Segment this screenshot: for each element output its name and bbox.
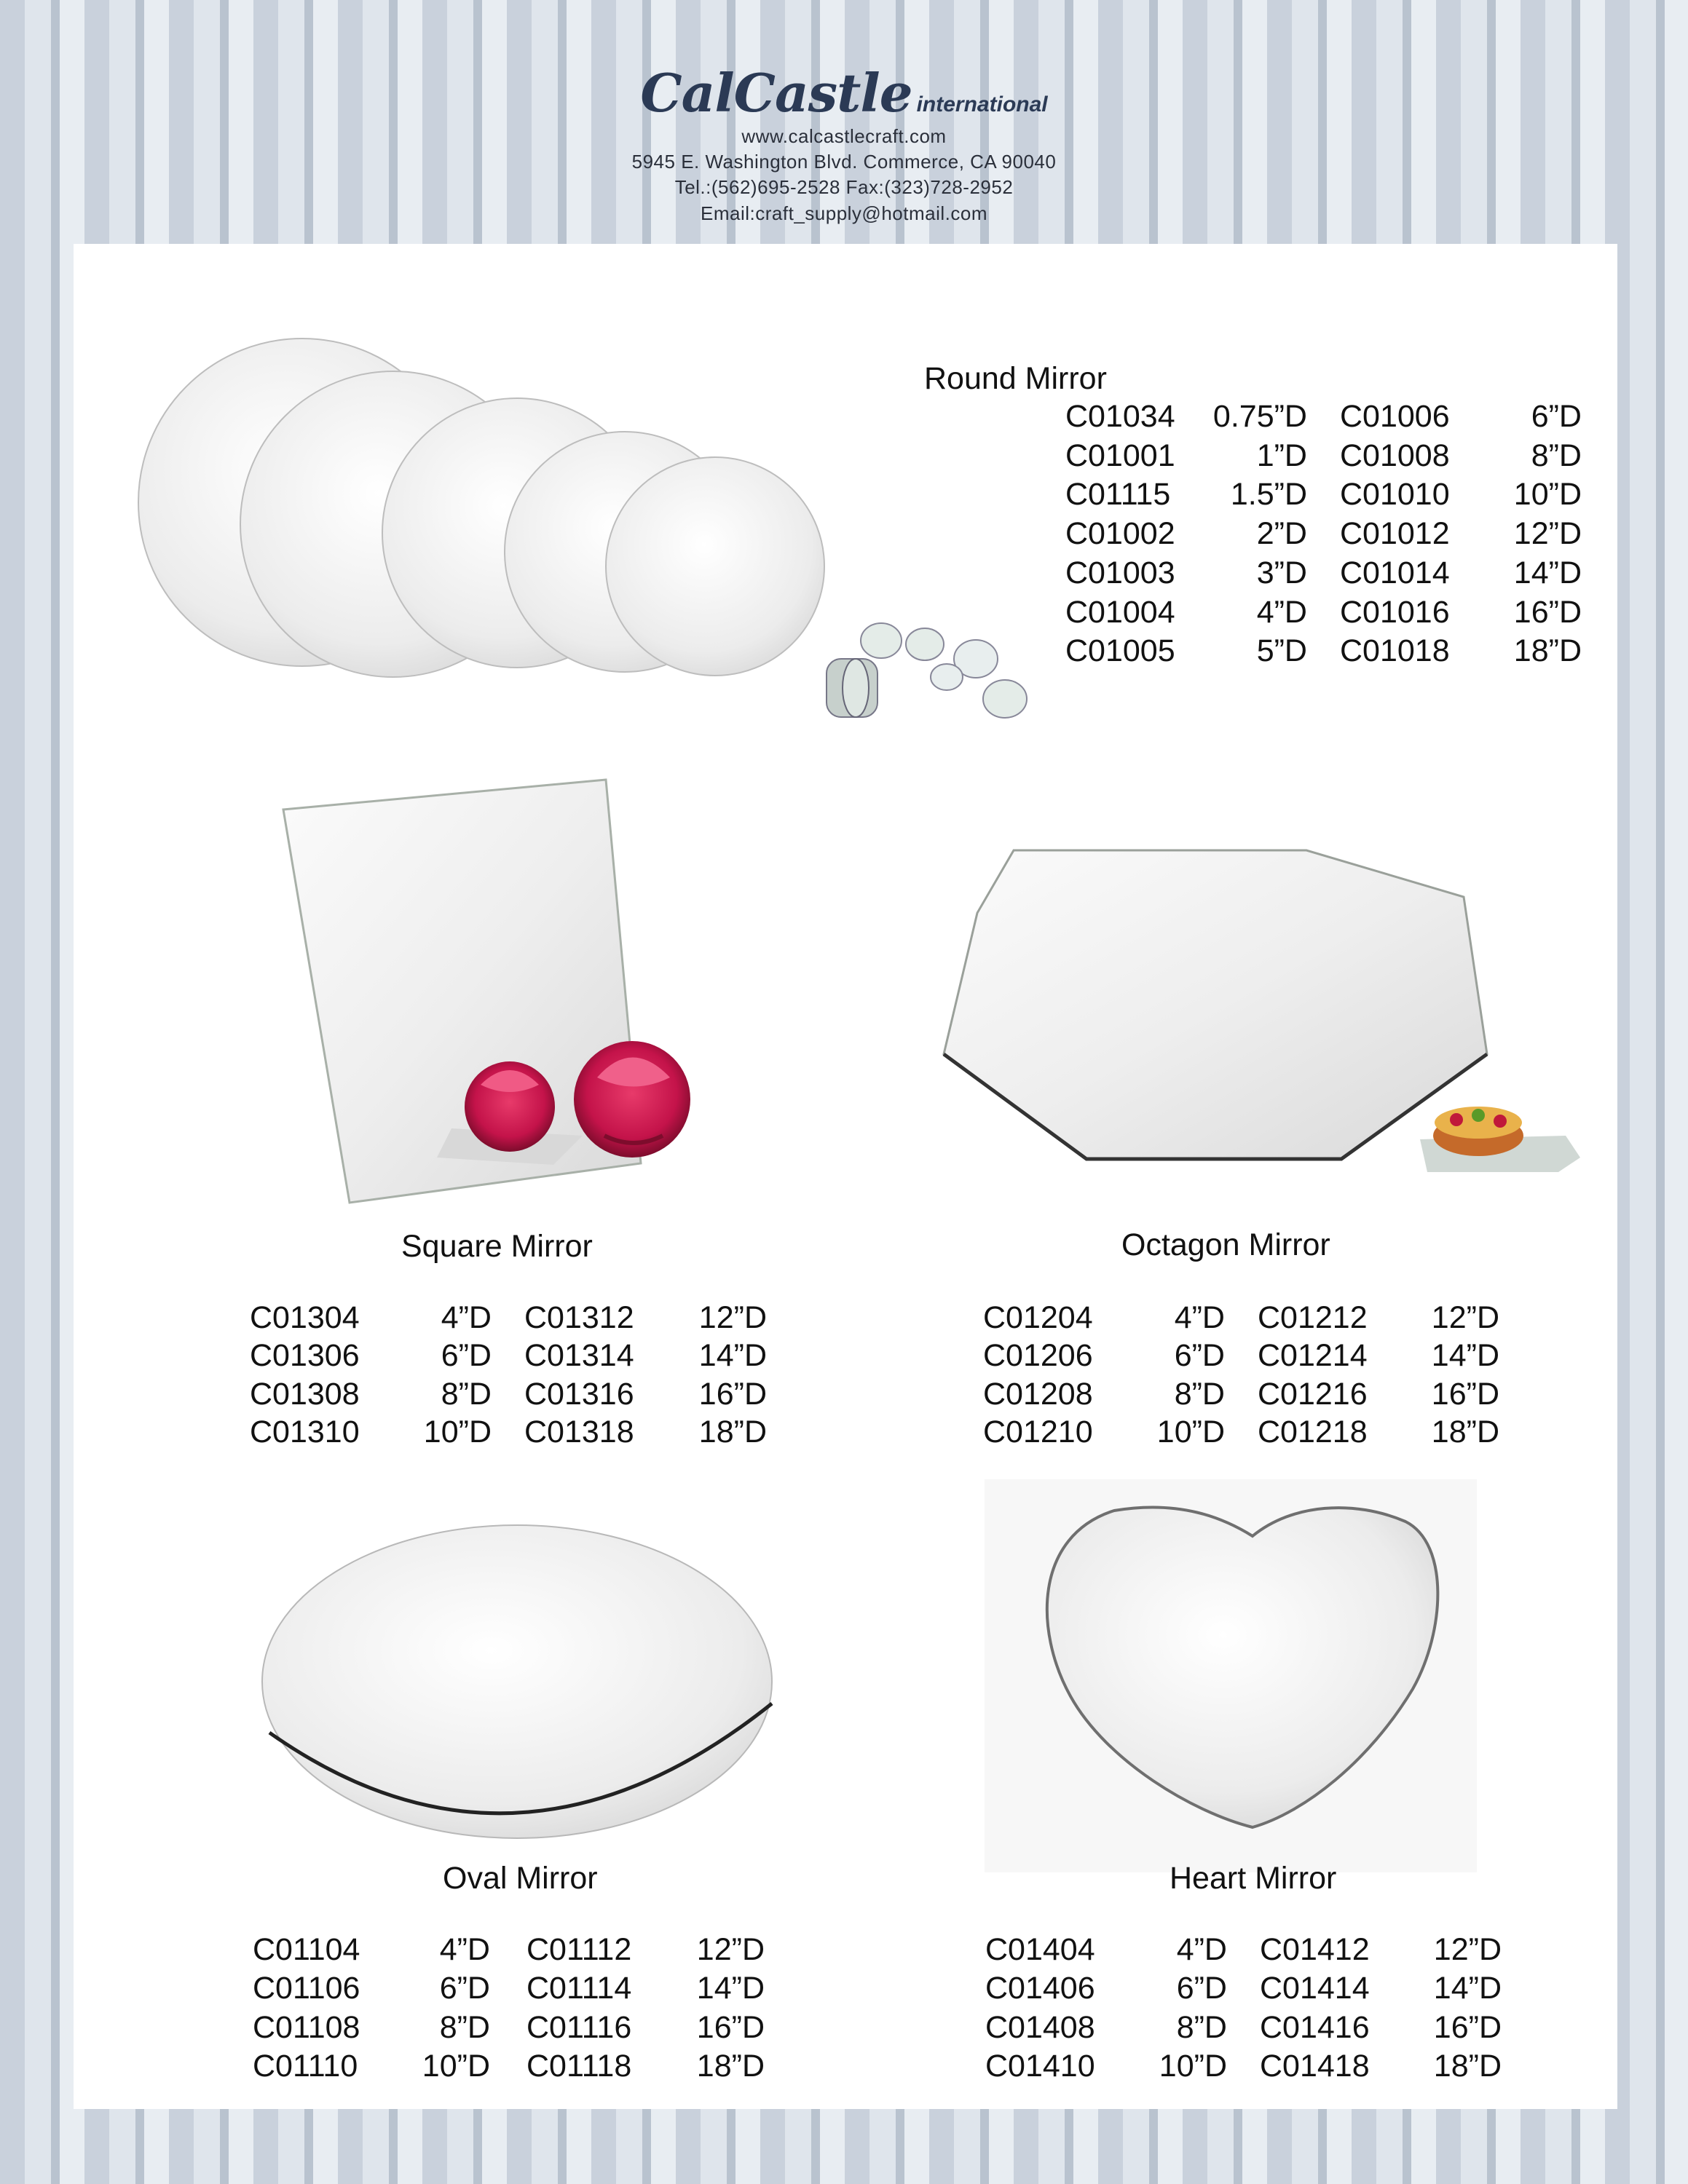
heart-code-a: C01410 xyxy=(985,2048,1095,2084)
octagon-size-b: 12”D xyxy=(1431,1300,1499,1335)
website: www.calcastlecraft.com xyxy=(741,125,947,147)
square-code-a: C01310 xyxy=(250,1414,360,1449)
round-size-a: 2”D xyxy=(1256,516,1307,552)
oval-size-b: 12”D xyxy=(696,1932,765,1967)
heart-code-a: C01404 xyxy=(985,1932,1095,1967)
round-code-a: C01002 xyxy=(1065,516,1175,552)
square-code-b: C01312 xyxy=(524,1300,634,1335)
heart-size-a: 4”D xyxy=(1176,1932,1227,1967)
octagon-size-a: 4”D xyxy=(1174,1300,1225,1335)
square-size-a: 10”D xyxy=(423,1414,492,1449)
round-size-a: 1”D xyxy=(1256,438,1307,473)
square-code-b: C01314 xyxy=(524,1338,634,1374)
round-size-b: 16”D xyxy=(1513,594,1582,630)
round-size-a: 0.75”D xyxy=(1212,399,1307,434)
octagon-size-a: 6”D xyxy=(1174,1338,1225,1374)
oval-code-b: C01118 xyxy=(526,2048,632,2084)
oval-code-a: C01108 xyxy=(253,2009,360,2045)
oval-size-b: 18”D xyxy=(696,2048,765,2084)
round-code-a: C01005 xyxy=(1065,633,1175,669)
round-code-a: C01004 xyxy=(1065,594,1175,630)
oval-size-a: 10”D xyxy=(422,2048,490,2084)
address: 5945 E. Washington Blvd. Commerce, CA 90040 xyxy=(631,151,1057,173)
heart-size-b: 16”D xyxy=(1433,2009,1502,2045)
square-code-a: C01308 xyxy=(250,1376,360,1412)
round-size-a: 3”D xyxy=(1256,555,1307,590)
square-size-a: 8”D xyxy=(441,1376,492,1412)
octagon-code-b: C01212 xyxy=(1258,1300,1368,1335)
heart-size-a: 6”D xyxy=(1176,1971,1227,2006)
square-size-b: 12”D xyxy=(698,1300,767,1335)
round-size-a: 4”D xyxy=(1256,594,1307,630)
brand-sub: international xyxy=(916,92,1048,116)
octagon-code-b: C01216 xyxy=(1258,1376,1368,1412)
octagon-size-b: 16”D xyxy=(1431,1376,1499,1412)
octagon-code-a: C01210 xyxy=(983,1414,1093,1449)
heart-code-b: C01418 xyxy=(1260,2048,1370,2084)
oval-mirror-image xyxy=(262,1525,772,1838)
oval-code-a: C01104 xyxy=(253,1932,360,1967)
round-code-a: C01034 xyxy=(1065,399,1175,434)
oval-size-b: 16”D xyxy=(696,2009,765,2045)
square-size-b: 18”D xyxy=(698,1414,767,1449)
octagon-mirror-title: Octagon Mirror xyxy=(1121,1227,1330,1262)
octagon-code-b: C01214 xyxy=(1258,1338,1368,1374)
round-size-a: 1.5”D xyxy=(1230,477,1307,513)
square-size-a: 6”D xyxy=(441,1338,492,1374)
octagon-size-a: 8”D xyxy=(1174,1376,1225,1412)
square-code-b: C01316 xyxy=(524,1376,634,1412)
square-mirror-image xyxy=(283,780,690,1203)
square-code-a: C01306 xyxy=(250,1338,360,1374)
round-code-b: C01016 xyxy=(1340,594,1450,630)
round-code-b: C01012 xyxy=(1340,516,1450,552)
oval-size-b: 14”D xyxy=(696,1971,765,2006)
octagon-code-a: C01208 xyxy=(983,1376,1093,1412)
round-code-a: C01001 xyxy=(1065,438,1175,473)
round-code-a: C01115 xyxy=(1065,477,1171,513)
square-code-a: C01304 xyxy=(250,1300,360,1335)
square-mirror-title: Square Mirror xyxy=(401,1229,593,1264)
heart-size-b: 14”D xyxy=(1433,1971,1502,2006)
round-code-b: C01008 xyxy=(1340,438,1450,473)
oval-size-a: 6”D xyxy=(439,1971,490,2006)
square-size-b: 14”D xyxy=(698,1338,767,1374)
round-size-b: 6”D xyxy=(1531,399,1582,434)
octagon-mirror-image xyxy=(944,850,1580,1172)
email: Email:craft_supply@hotmail.com xyxy=(701,202,987,224)
octagon-code-a: C01204 xyxy=(983,1300,1093,1335)
heart-code-a: C01408 xyxy=(985,2009,1095,2045)
round-code-a: C01003 xyxy=(1065,555,1175,590)
square-size-a: 4”D xyxy=(441,1300,492,1335)
heart-size-b: 18”D xyxy=(1433,2048,1502,2084)
round-code-b: C01018 xyxy=(1340,633,1450,669)
oval-code-a: C01110 xyxy=(253,2048,358,2084)
octagon-size-a: 10”D xyxy=(1156,1414,1225,1449)
oval-code-b: C01116 xyxy=(526,2009,632,2045)
heart-code-b: C01412 xyxy=(1260,1932,1370,1967)
round-code-b: C01006 xyxy=(1340,399,1450,434)
square-size-b: 16”D xyxy=(698,1376,767,1412)
round-mirror-title: Round Mirror xyxy=(924,361,1107,396)
round-size-b: 18”D xyxy=(1513,633,1582,669)
heart-mirror-title: Heart Mirror xyxy=(1170,1861,1337,1896)
round-size-b: 14”D xyxy=(1513,555,1582,590)
round-code-b: C01014 xyxy=(1340,555,1450,590)
round-code-b: C01010 xyxy=(1340,477,1450,513)
octagon-code-a: C01206 xyxy=(983,1338,1093,1374)
square-code-b: C01318 xyxy=(524,1414,634,1449)
oval-mirror-title: Oval Mirror xyxy=(443,1861,598,1896)
heart-size-a: 8”D xyxy=(1176,2009,1227,2045)
round-mirror-image xyxy=(138,339,1027,718)
oval-code-a: C01106 xyxy=(253,1971,360,2006)
octagon-code-b: C01218 xyxy=(1258,1414,1368,1449)
heart-code-b: C01414 xyxy=(1260,1971,1370,2006)
heart-size-a: 10”D xyxy=(1159,2048,1227,2084)
round-size-a: 5”D xyxy=(1256,633,1307,669)
heart-mirror-image xyxy=(985,1479,1477,1872)
heart-size-b: 12”D xyxy=(1433,1932,1502,1967)
phone-fax: Tel.:(562)695-2528 Fax:(323)728-2952 xyxy=(674,176,1014,198)
oval-code-b: C01114 xyxy=(526,1971,632,2006)
round-size-b: 10”D xyxy=(1513,477,1582,513)
octagon-size-b: 14”D xyxy=(1431,1338,1499,1374)
heart-code-a: C01406 xyxy=(985,1971,1095,2006)
octagon-size-b: 18”D xyxy=(1431,1414,1499,1449)
heart-code-b: C01416 xyxy=(1260,2009,1370,2045)
round-size-b: 8”D xyxy=(1531,438,1582,473)
brand-name: CalCastle xyxy=(640,62,912,124)
oval-size-a: 8”D xyxy=(439,2009,490,2045)
round-size-b: 12”D xyxy=(1513,516,1582,552)
oval-code-b: C01112 xyxy=(526,1932,632,1967)
oval-size-a: 4”D xyxy=(439,1932,490,1967)
